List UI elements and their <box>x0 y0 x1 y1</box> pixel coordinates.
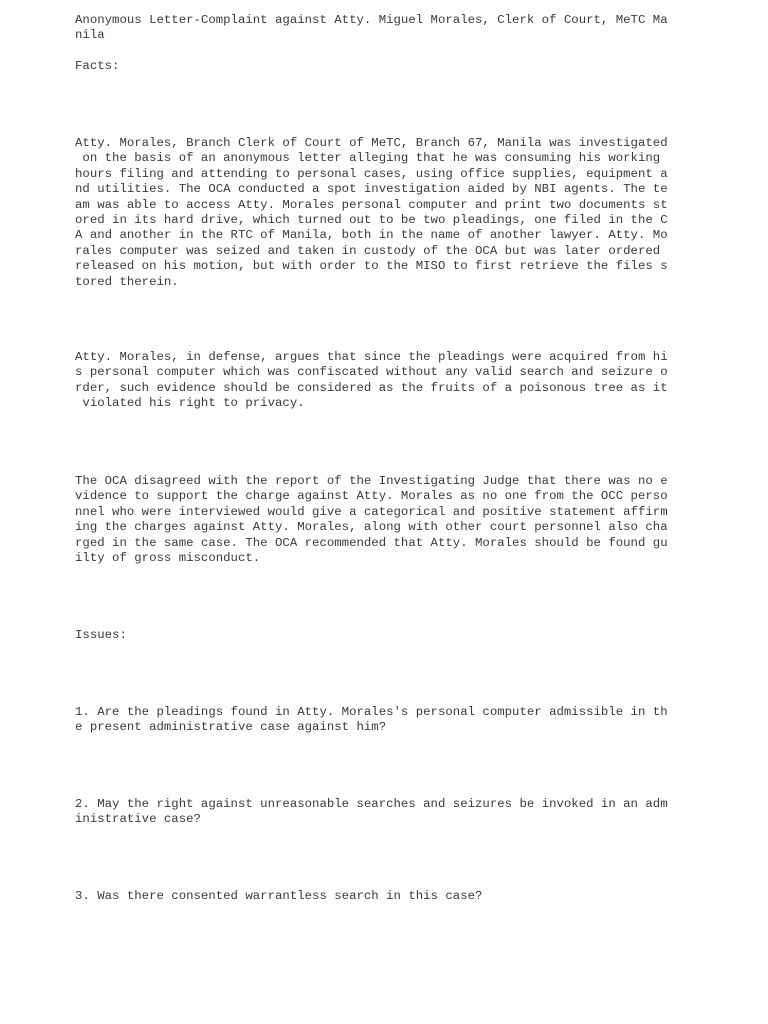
issue-item-1: 1. Are the pleadings found in Atty. Morales's personal computer admissible in th e present administrative case against him? <box>75 705 668 735</box>
facts-heading: Facts: <box>75 59 120 73</box>
fact-paragraph-1: Atty. Morales, Branch Clerk of Court of MeTC, Branch 67, Manila was investigated on the basis of an anonymous letter alleging that he was consuming his working hours filing and attending to personal cases, using office supplies, equipment a nd utilities. The OCA conducted a spot investigation aided by NBI agents. The te am was able to access Atty. Morales personal computer and print two documents st ored in its hard drive, which turned out to be two pleadings, one filed in the C A and another in the RTC of Manila, both in the name of another lawyer. Atty. Mo rales computer was seized and taken in custody of the OCA but was later ordered released on his motion, but with order to the MISO to first retrieve the files s tored therein. <box>75 136 668 289</box>
fact-paragraph-2: Atty. Morales, in defense, argues that since the pleadings were acquired from hi s personal computer which was confiscated without any valid search and seizure o rder, such evidence should be considered as the fruits of a poisonous tree as it violated his right to privacy. <box>75 350 668 411</box>
issue-item-3: 3. Was there consented warrantless search in this case? <box>75 889 483 903</box>
issues-heading: Issues: <box>75 628 127 642</box>
fact-paragraph-3: The OCA disagreed with the report of the Investigating Judge that there was no e vidence to support the charge against Atty. Morales as no one from the OCC perso nnel who were interviewed would give a categorical and positive statement affirm ing the charges against Atty. Morales, along with other court personnel also cha rged in the same case. The OCA recommended that Atty. Morales should be found gu ilty of gross misconduct. <box>75 474 668 566</box>
issue-item-2: 2. May the right against unreasonable searches and seizures be invoked in an adm inistrative case? <box>75 797 668 827</box>
document-title: Anonymous Letter-Complaint against Atty. Miguel Morales, Clerk of Court, MeTC Ma nila <box>75 13 668 43</box>
